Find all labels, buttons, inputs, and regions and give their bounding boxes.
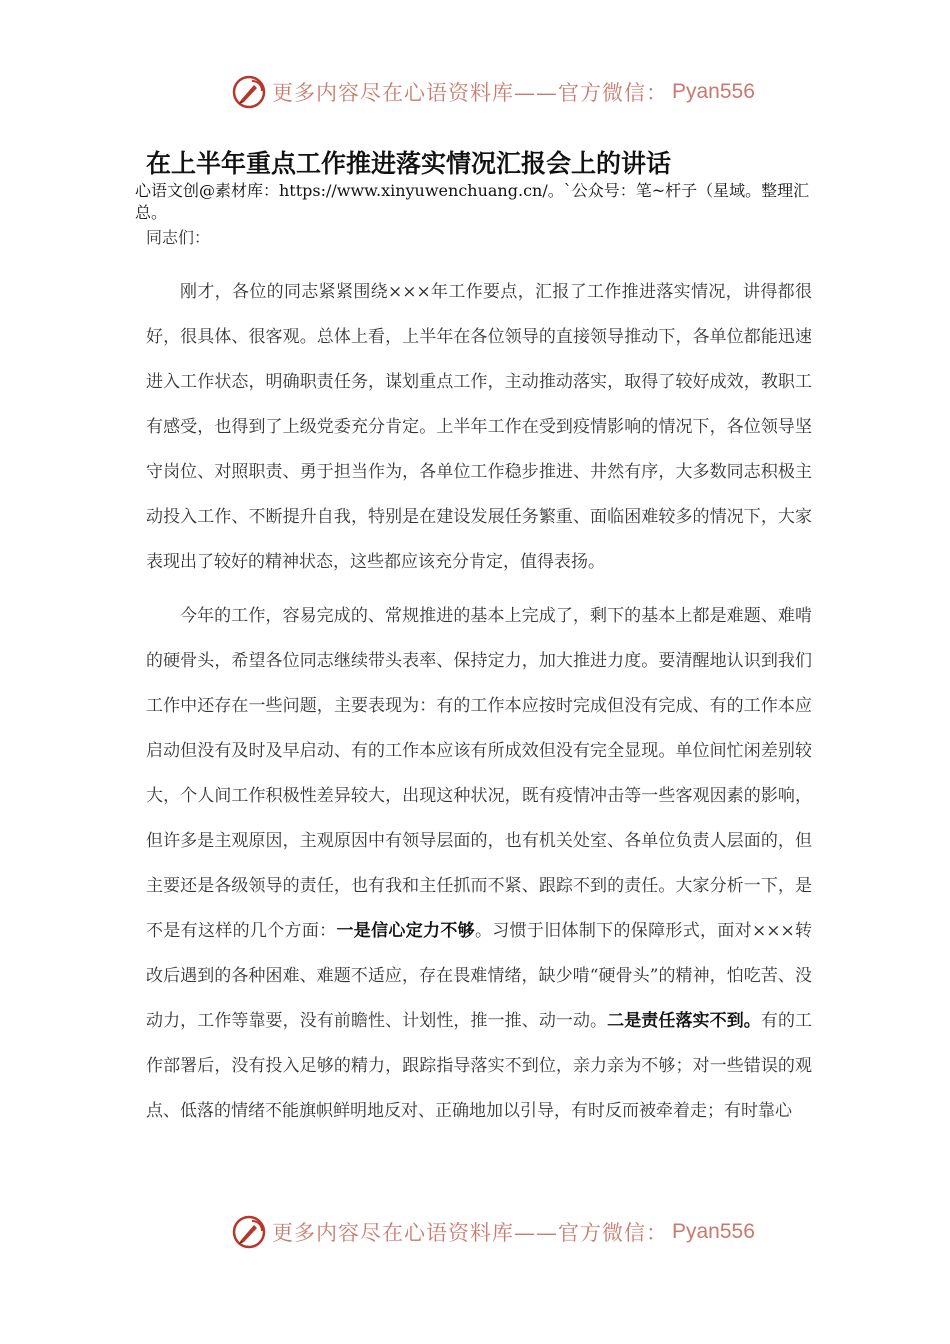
paragraph-1: 刚才，各位的同志紧紧围绕×××年工作要点，汇报了工作推进落实情况，讲得都很好，很具体、很客观。总体上看，上半年在各位领导的直接领导推动下，各单位都能迅速进入工作状态，明确职责任务，谋划重点工作，主动推动落实，取得了较好成效，教职工有感受，也得到了上级党委充分肯定。上半年工作在受到疫情影响的情况下，各位领导坚守岗位、对照职责、勇于担当作为，各单位工作稳步推进、井然有序，大多数同志积极主动投入工作、不断提升自我，特别是在建设发展任务繁重、面临困难较多的情况下，大家表现出了较好的精神状态，这些都应该充分肯定，值得表扬。 (146, 282, 812, 572)
pen-logo-icon (232, 75, 266, 109)
banner-handle: Pyan556 (672, 1220, 755, 1243)
banner-handle: Pyan556 (672, 80, 755, 103)
paragraph-2-text-d: 有的工作部署后，没有投入足够的精力，跟踪指导落实不到位，亲力亲为不够；对一些错误的观点、低落的情绪不能旗帜鲜明地反对、正确地加以引导，有时反而被牵着走；有时靠心 (146, 1011, 813, 1121)
point-two-heading: 二是责任落实不到。 (607, 1011, 761, 1031)
banner-text: 更多内容尽在心语资料库——官方微信： (272, 81, 668, 105)
footer-banner (232, 1212, 792, 1252)
banner-text: 更多内容尽在心语资料库——官方微信： (272, 1221, 668, 1245)
point-one-heading: 一是信心定力不够 (336, 921, 475, 941)
pen-logo-icon (232, 1215, 266, 1249)
paragraph-2-text-c: 。习惯于旧体制下的保障形式，面对×××转改后遇到的各种困难、难题不适应，存在畏难情绪，缺少啃“硬骨头”的精神，怕吃苦、没动力，工作等靠要，没有前瞻性、计划性，推一推、动一动。 (146, 921, 813, 1031)
document-title: 在上半年重点工作推进落实情况汇报会上的讲话 (146, 149, 672, 178)
header-banner (232, 72, 792, 112)
source-line: 心语文创@素材库：https://www.xinyuwenchuang.cn/。`公众号：笔~杆子（星域。整理汇总。 (135, 181, 810, 222)
paragraph-2-text-a: 今年的工作，容易完成的、常规推进的基本上完成了，剩下的基本上都是难题、难啃的硬骨头，希望各位同志继续带头表率、保持定力，加大推进力度。要清醒地认识到我们工作中还存在一些问题，主要表现为：有的工作本应按时完成但没有完成、有的工作本应启动但没有及时及早启动、有的工作本应该有所成效但没有完全显现。单位间忙闲差别较大，个人间工作积极性差异较大，出现这种状况，既有疫情冲击等一些客观因素的影响，但许多是主观原因，主观原因中有领导层面的，也有机关处室、各单位负责人层面的，但主要还是各级领导的责任，也有我和主任抓而不紧、跟踪不到的责任。大家分析一下，是不是有这样的几个方面： (146, 606, 812, 941)
greeting: 同志们： (146, 228, 211, 247)
paragraph-2 (146, 594, 812, 1134)
